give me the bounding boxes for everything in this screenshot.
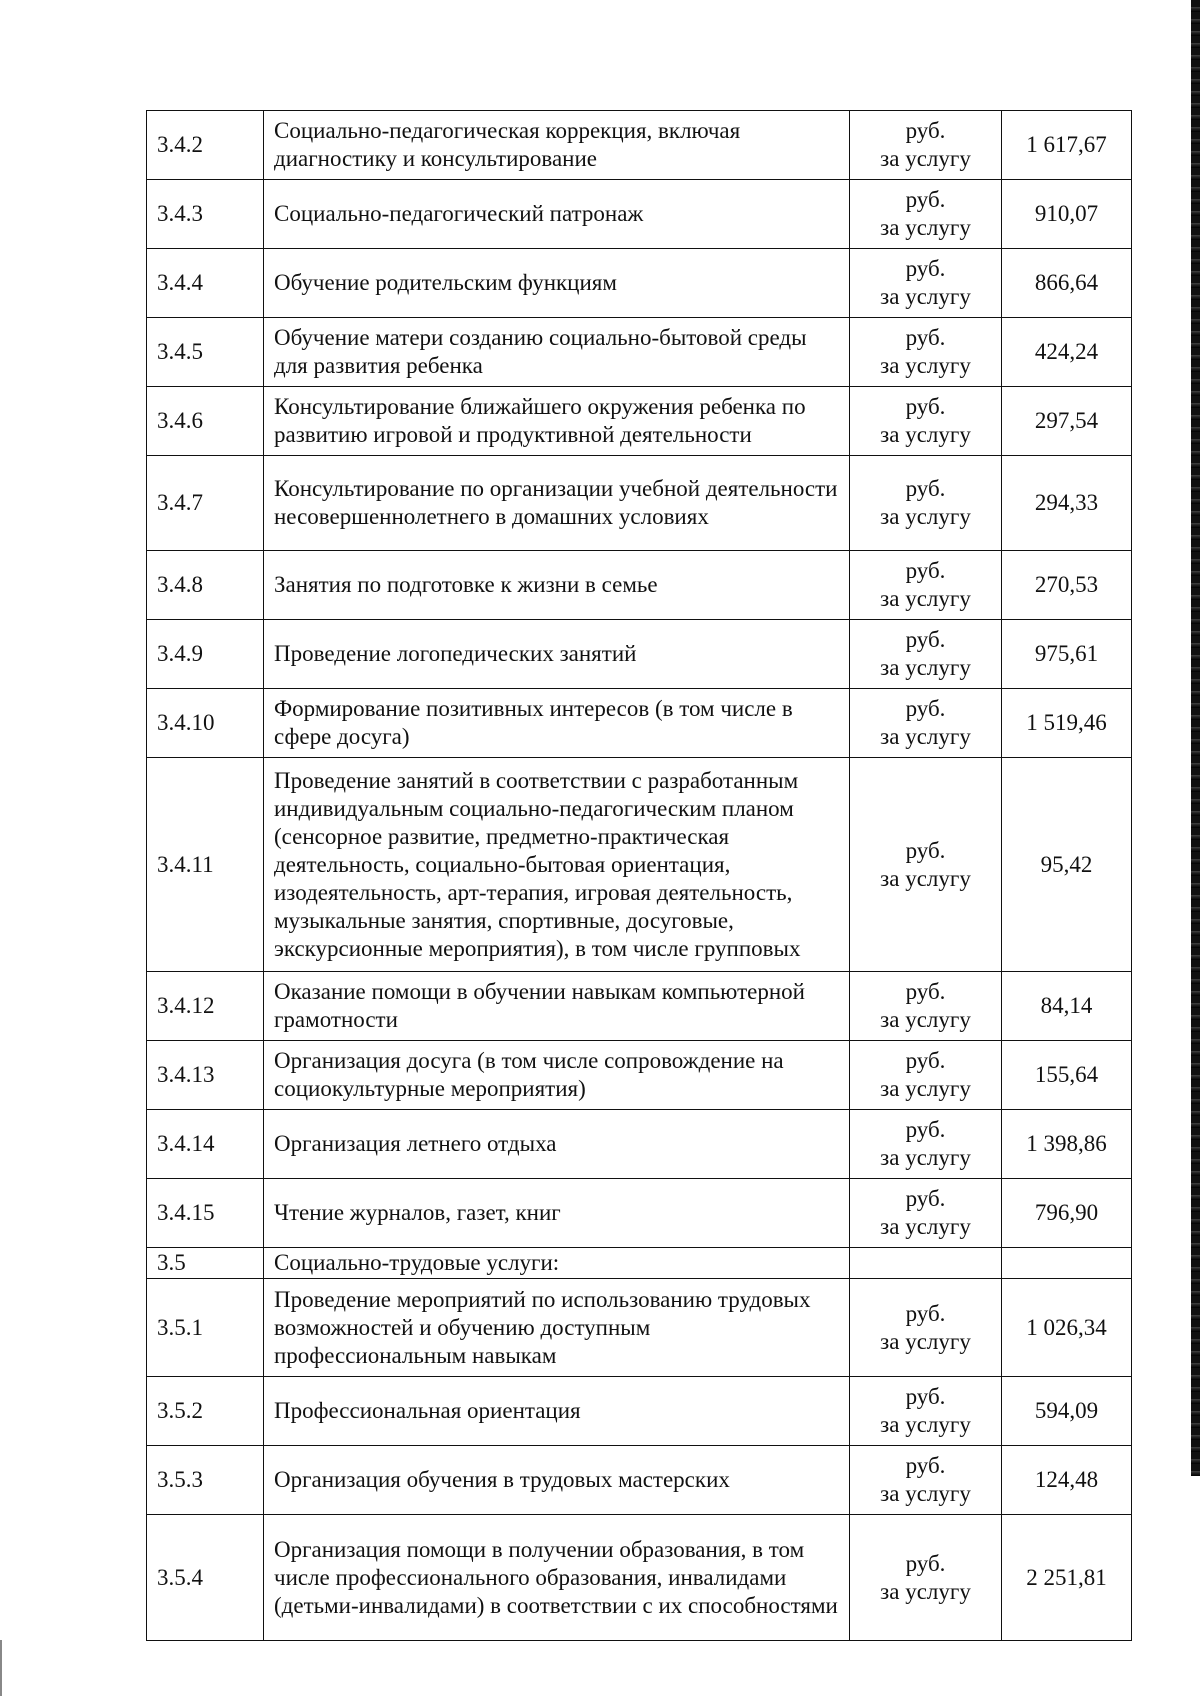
service-number: 3.5.4 [147,1515,264,1641]
unit-basis: за услугу [880,1412,971,1437]
service-unit [850,1041,1002,1110]
unit-currency: руб. [905,979,946,1004]
table-row [147,318,1132,387]
service-price: 84,14 [1002,972,1132,1041]
scan-edge-gap [1188,1476,1200,1696]
service-number: 3.5.3 [147,1446,264,1515]
services-price-table [146,110,1132,1641]
service-number: 3.4.6 [147,387,264,456]
unit-currency: руб. [905,476,946,501]
service-number: 3.4.5 [147,318,264,387]
service-unit [850,1110,1002,1179]
unit-basis: за услугу [880,655,971,680]
unit-currency: руб. [905,1117,946,1142]
section-row [147,1248,1132,1279]
section-title: Социально-трудовые услуги: [264,1248,850,1279]
service-price: 270,53 [1002,551,1132,620]
service-name: Чтение журналов, газет, книг [264,1179,850,1248]
unit-basis: за услугу [880,1007,971,1032]
unit-basis: за услугу [880,146,971,171]
service-unit [850,1248,1002,1279]
unit-currency: руб. [905,1186,946,1211]
unit-basis: за услугу [880,284,971,309]
service-number: 3.4.2 [147,111,264,180]
unit-basis: за услугу [880,504,971,529]
service-unit [850,456,1002,551]
service-number: 3.4.11 [147,758,264,972]
service-name: Организация помощи в получении образования, в том числе профессионального образования, инвалидами (детьми-инвалидами) в соответствии с их способностями [264,1515,850,1641]
service-unit [850,249,1002,318]
unit-basis: за услугу [880,353,971,378]
table-row [147,1446,1132,1515]
service-price: 2 251,81 [1002,1515,1132,1641]
service-name: Организация обучения в трудовых мастерских [264,1446,850,1515]
unit-basis: за услугу [880,1328,971,1354]
table-row [147,620,1132,689]
unit-currency: руб. [905,256,946,281]
service-number: 3.4.12 [147,972,264,1041]
table-row [147,972,1132,1041]
service-unit [850,551,1002,620]
service-name: Формирование позитивных интересов (в том числе в сфере досуга) [264,689,850,758]
unit-currency: руб. [905,1453,946,1478]
table-row [147,387,1132,456]
service-price: 975,61 [1002,620,1132,689]
unit-basis: за услугу [880,1481,971,1506]
service-number: 3.4.10 [147,689,264,758]
service-unit [850,387,1002,456]
service-price: 910,07 [1002,180,1132,249]
service-price: 124,48 [1002,1446,1132,1515]
service-name: Проведение логопедических занятий [264,620,850,689]
service-name: Профессиональная ориентация [264,1377,850,1446]
service-unit [850,758,1002,972]
service-price [1002,1248,1132,1279]
scan-left-mark [0,1640,2,1696]
service-unit [850,1446,1002,1515]
table-row [147,1377,1132,1446]
unit-basis: за услугу [880,724,971,749]
service-unit [850,318,1002,387]
service-price: 594,09 [1002,1377,1132,1446]
unit-currency: руб. [905,558,946,583]
service-name: Организация летнего отдыха [264,1110,850,1179]
table-row [147,1110,1132,1179]
unit-basis: за услугу [880,586,971,611]
service-unit [850,972,1002,1041]
unit-basis: за услугу [880,865,971,891]
service-price: 1 617,67 [1002,111,1132,180]
unit-basis: за услугу [880,1214,971,1239]
service-price: 95,42 [1002,758,1132,972]
unit-currency: руб. [905,394,946,419]
service-price: 866,64 [1002,249,1132,318]
service-number: 3.4.7 [147,456,264,551]
service-price: 294,33 [1002,456,1132,551]
unit-currency: руб. [905,118,946,143]
service-unit [850,180,1002,249]
table-row [147,1279,1132,1377]
service-price: 297,54 [1002,387,1132,456]
service-name: Занятия по подготовке к жизни в семье [264,551,850,620]
service-price: 424,24 [1002,318,1132,387]
service-number: 3.4.3 [147,180,264,249]
service-unit [850,1377,1002,1446]
section-number: 3.5 [147,1248,264,1279]
unit-currency: руб. [905,1048,946,1073]
service-price: 1 519,46 [1002,689,1132,758]
service-price: 155,64 [1002,1041,1132,1110]
service-name: Проведение занятий в соответствии с разработанным индивидуальным социально-педагогическим планом (сенсорное развитие, предметно-практическая деятельность, социально-бытовая ориентация, изодеятельность, арт-терапия, игровая деятельность, музыкальные занятия, спортивные, досуговые, экскурсионные мероприятия), в том числе групповых [264,758,850,972]
table-row [147,551,1132,620]
unit-currency: руб. [905,837,946,863]
service-number: 3.4.15 [147,1179,264,1248]
service-unit [850,1279,1002,1377]
service-unit [850,111,1002,180]
service-price: 796,90 [1002,1179,1132,1248]
unit-basis: за услугу [880,215,971,240]
service-unit [850,1179,1002,1248]
service-unit [850,620,1002,689]
service-name: Социально-педагогическая коррекция, включая диагностику и консультирование [264,111,850,180]
table-row [147,1041,1132,1110]
service-name: Обучение родительским функциям [264,249,850,318]
service-name: Социально-педагогический патронаж [264,180,850,249]
table-row [147,758,1132,972]
service-name: Оказание помощи в обучении навыкам компьютерной грамотности [264,972,850,1041]
service-number: 3.4.14 [147,1110,264,1179]
unit-currency: руб. [905,1300,946,1326]
scan-edge-artifact [1191,0,1200,1696]
service-number: 3.5.2 [147,1377,264,1446]
table-row [147,689,1132,758]
service-name: Проведение мероприятий по использованию трудовых возможностей и обучению доступным профессиональным навыкам [264,1279,850,1377]
unit-currency: руб. [905,696,946,721]
unit-currency: руб. [905,1384,946,1409]
service-name: Обучение матери созданию социально-бытовой среды для развития ребенка [264,318,850,387]
service-name: Организация досуга (в том числе сопровождение на социокультурные мероприятия) [264,1041,850,1110]
service-price: 1 398,86 [1002,1110,1132,1179]
service-number: 3.4.8 [147,551,264,620]
table-row [147,249,1132,318]
service-name: Консультирование ближайшего окружения ребенка по развитию игровой и продуктивной деятельности [264,387,850,456]
service-unit [850,689,1002,758]
service-unit [850,1515,1002,1641]
unit-basis: за услугу [880,1578,971,1604]
unit-currency: руб. [905,187,946,212]
table-row [147,1179,1132,1248]
service-name: Консультирование по организации учебной деятельности несовершеннолетнего в домашних условиях [264,456,850,551]
service-number: 3.4.13 [147,1041,264,1110]
table-row [147,456,1132,551]
table-row [147,1515,1132,1641]
unit-basis: за услугу [880,1076,971,1101]
unit-basis: за услугу [880,1145,971,1170]
service-price: 1 026,34 [1002,1279,1132,1377]
table-row [147,111,1132,180]
unit-currency: руб. [905,627,946,652]
service-number: 3.4.4 [147,249,264,318]
unit-currency: руб. [905,1550,946,1576]
service-number: 3.4.9 [147,620,264,689]
table-row [147,180,1132,249]
unit-basis: за услугу [880,422,971,447]
service-number: 3.5.1 [147,1279,264,1377]
unit-currency: руб. [905,325,946,350]
